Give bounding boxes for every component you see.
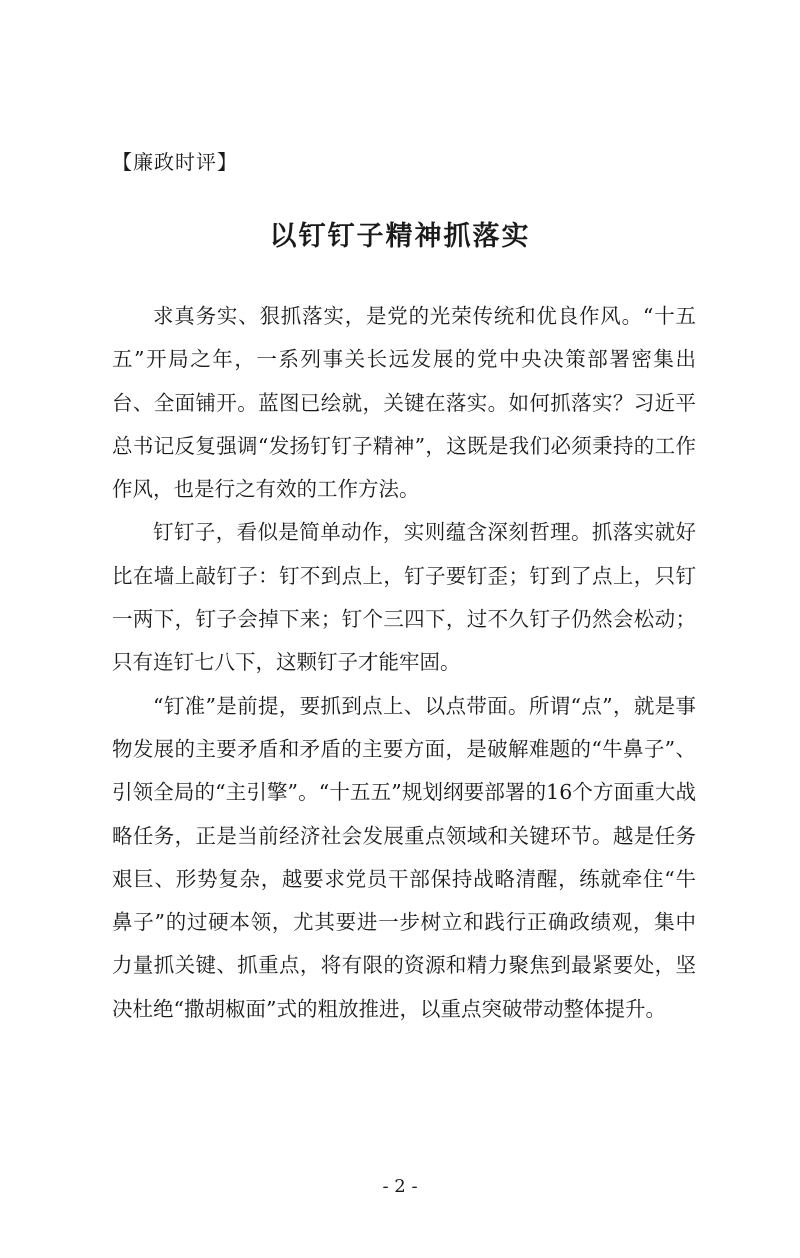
- article-title: 以钉钉子精神抓落实: [269, 221, 531, 252]
- paragraph: 求真务实、狠抓落实，是党的光荣传统和优良作风。“十五五”开局之年，一系列事关长远发展的党中央决策部署密集出台、全面铺开。蓝图已绘就，关键在落实。如何抓落实？习近平总书记反复强调“发扬钉钉子精神”，这既是我们必须秉持的工作作风，也是行之有效的工作方法。: [112, 304, 696, 502]
- paragraph: 钉钉子，看似是简单动作，实则蕴含深刻哲理。抓落实就好比在墙上敲钉子：钉不到点上，钉子要钉歪；钉到了点上，只钉一两下，钉子会掉下来；钉个三四下，过不久钉子仍然会松动；只有连钉七八下，这颗钉子才能牢固。: [112, 520, 696, 675]
- paragraph: “钉准”是前提，要抓到点上、以点带面。所谓“点”，就是事物发展的主要矛盾和矛盾的主要方面，是破解难题的“牛鼻子”、引领全局的“主引擎”。“十五五”规划纲要部署的16个方面重大战略任务，正是当前经济社会发展重点领域和关键环节。越是任务艰巨、形势复杂，越要求党员干部保持战略清醒，练就牵住“牛鼻子”的过硬本领，尤其要进一步树立和践行正确政绩观，集中力量抓关键、抓重点，将有限的资源和精力聚焦到最紧要处，坚决杜绝“撒胡椒面”式的粗放推进，以重点突破带动整体提升。: [112, 693, 696, 1021]
- page-number: - 2 -: [382, 1176, 418, 1197]
- column-tag: 【廉政时评】: [112, 150, 238, 174]
- article-body: [112, 295, 696, 1031]
